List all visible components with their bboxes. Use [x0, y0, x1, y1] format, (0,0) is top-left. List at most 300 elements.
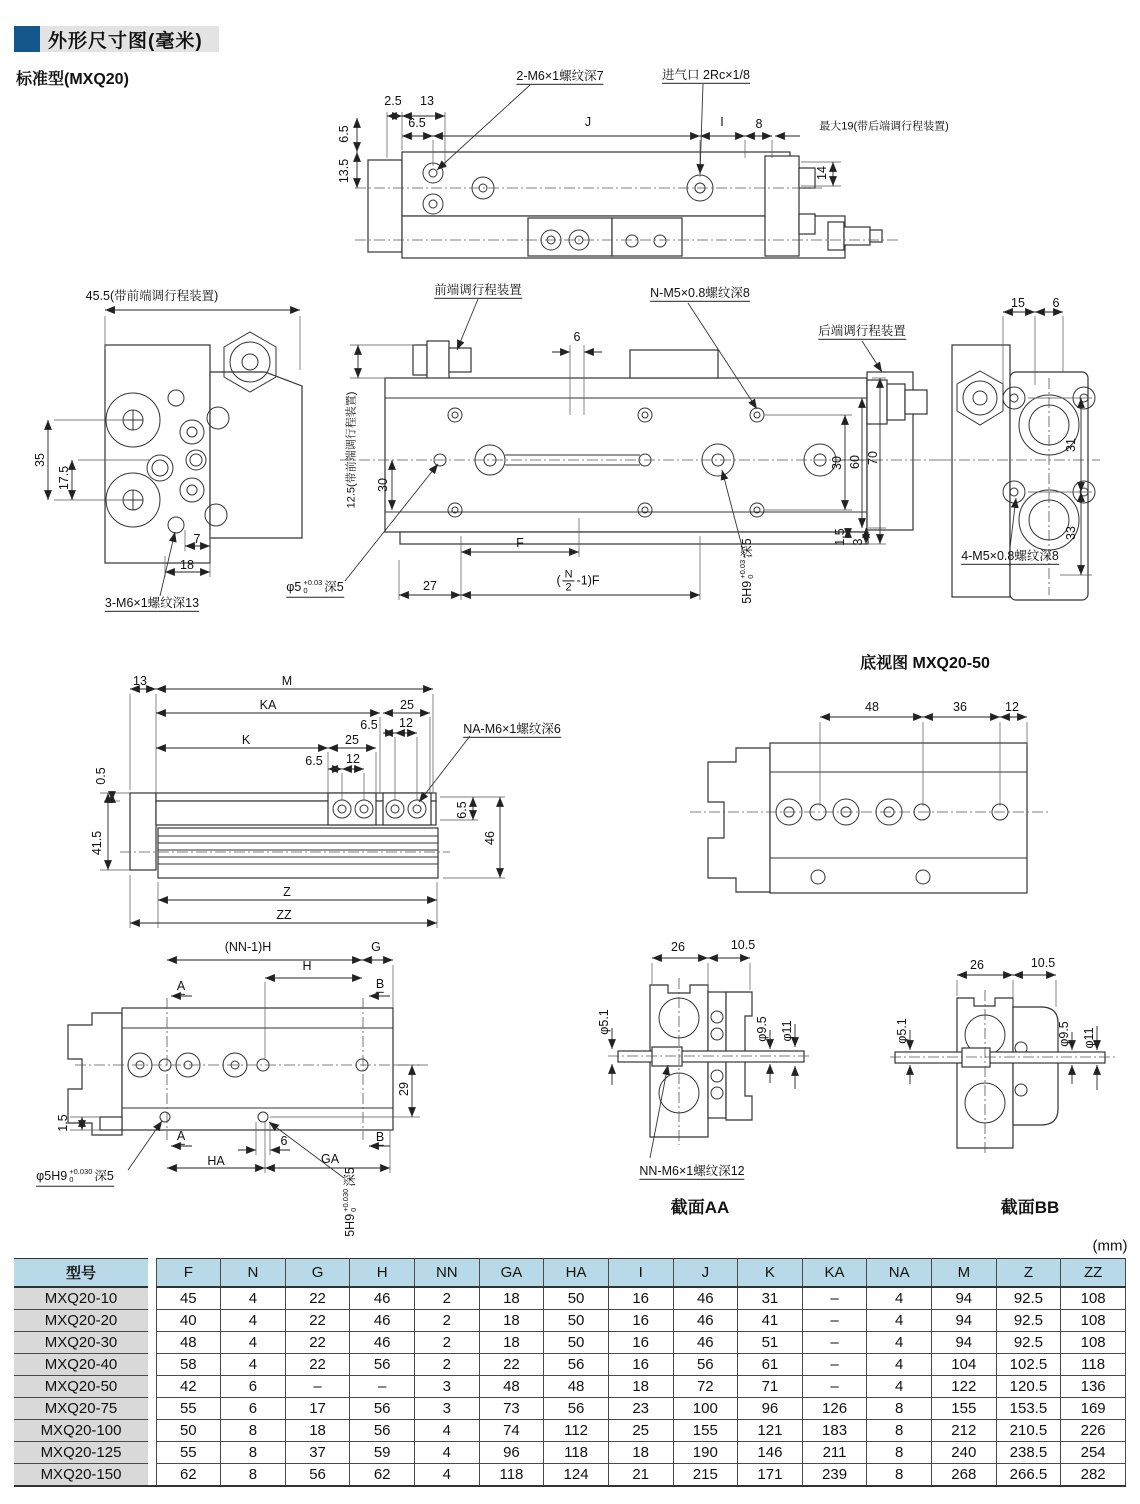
- dim-NN-1-H: (NN-1)H: [224, 939, 272, 954]
- model-cell: MXQ20-40: [14, 1353, 148, 1375]
- rear-adjuster-label: 后端调行程装置: [818, 324, 906, 340]
- dim-cell: 136: [1061, 1375, 1126, 1397]
- column-header-KA: KA: [802, 1259, 867, 1287]
- max-stroke-label: 最大19(带后端调行程装置): [819, 120, 949, 133]
- dimension-table: [14, 1258, 1126, 1487]
- dim-cell: 94: [932, 1287, 997, 1310]
- dim-cell: 46: [350, 1309, 415, 1331]
- model-cell: MXQ20-150: [14, 1463, 148, 1486]
- dim-41-5: 41.5: [89, 830, 104, 856]
- dim-dia9-5-bb: φ9.5: [1056, 1021, 1071, 1047]
- side-thread-label: N-M5×0.8螺纹深8: [650, 286, 750, 302]
- column-gap: [148, 1353, 156, 1375]
- dim-15: 15: [1011, 295, 1025, 310]
- dim-13-5: 13.5: [336, 158, 351, 184]
- dim-cell: 92.5: [996, 1287, 1061, 1310]
- dim-cell: 146: [738, 1441, 803, 1463]
- dim-13: 13: [420, 93, 434, 108]
- dim-cell: 94: [932, 1331, 997, 1353]
- dim-cell: 155: [932, 1397, 997, 1419]
- dim-cell: 46: [673, 1287, 738, 1310]
- dim-dia5-1-aa: φ5.1: [596, 1009, 611, 1035]
- section-aa-title: 截面AA: [670, 1198, 730, 1218]
- key-tolerance-label: [739, 538, 756, 603]
- table-row: [14, 1375, 1126, 1397]
- section-mark-B-top: B: [376, 977, 384, 993]
- dim-18: 18: [180, 557, 194, 572]
- column-gap: [148, 1397, 156, 1419]
- dim-cell: 4: [221, 1331, 286, 1353]
- dim-6-5-r: 6.5: [454, 801, 469, 819]
- dim-cell: 169: [1061, 1397, 1126, 1419]
- tol-stack: [739, 560, 756, 579]
- dim-12-bottom: 12: [1005, 699, 1019, 714]
- dim-cell: 8: [221, 1419, 286, 1441]
- dim-cell: 100: [673, 1397, 738, 1419]
- dim-cell: 239: [802, 1463, 867, 1486]
- dim-cell: 4: [415, 1463, 480, 1486]
- dim-cell: 108: [1061, 1331, 1126, 1353]
- dim-cell: 268: [932, 1463, 997, 1486]
- dim-HA: HA: [207, 1153, 225, 1168]
- dim-13-mount: 13: [133, 673, 147, 688]
- model-cell: MXQ20-30: [14, 1331, 148, 1353]
- dim-cell: 18: [285, 1419, 350, 1441]
- dim-M: M: [281, 673, 293, 688]
- section-bb-title: 截面BB: [1000, 1198, 1060, 1218]
- unit-note: (mm): [1092, 1237, 1128, 1255]
- column-gap: [148, 1463, 156, 1486]
- column-header-NA: NA: [867, 1259, 932, 1287]
- dim-cell: –: [285, 1375, 350, 1397]
- dim-cell: 22: [285, 1309, 350, 1331]
- dim-cell: 55: [156, 1397, 221, 1419]
- dim-cell: 42: [156, 1375, 221, 1397]
- dim-cell: 46: [673, 1331, 738, 1353]
- dim-H: H: [302, 958, 312, 973]
- dim-1-5-mount: 1.5: [55, 1114, 70, 1132]
- mount-hole-tolerance-label: [36, 1168, 114, 1187]
- dim-35: 35: [32, 453, 47, 467]
- section-mark-B-bottom: B: [376, 1130, 384, 1146]
- dim-cell: 31: [738, 1287, 803, 1310]
- dim-30-left: 30: [375, 478, 390, 492]
- dim-cell: 108: [1061, 1287, 1126, 1310]
- dim-cell: 238.5: [996, 1441, 1061, 1463]
- dim-cell: 254: [1061, 1441, 1126, 1463]
- dim-6-5-top: 6.5: [408, 115, 426, 130]
- model-subtitle: 标准型(MXQ20): [16, 71, 129, 88]
- tol-suffix: 深5: [94, 1168, 114, 1183]
- column-header-I: I: [608, 1259, 673, 1287]
- column-gap: [148, 1331, 156, 1353]
- dim-cell: 190: [673, 1441, 738, 1463]
- dim-cell: 56: [544, 1353, 609, 1375]
- dim-cell: 124: [544, 1463, 609, 1486]
- dim-cell: 58: [156, 1353, 221, 1375]
- dim-cell: 240: [932, 1441, 997, 1463]
- dim-cell: 46: [673, 1309, 738, 1331]
- dim-cell: 46: [350, 1287, 415, 1310]
- tol-sup: +0.030: [340, 1188, 350, 1212]
- dim-cell: 112: [544, 1419, 609, 1441]
- dim-cell: 37: [285, 1441, 350, 1463]
- section-mark-A-top: A: [177, 979, 185, 995]
- dim-cell: 6: [221, 1375, 286, 1397]
- dim-cell: 50: [156, 1419, 221, 1441]
- dim-cell: 2: [415, 1331, 480, 1353]
- dim-cell: 8: [867, 1463, 932, 1486]
- dim-cell: 92.5: [996, 1309, 1061, 1331]
- model-cell: MXQ20-10: [14, 1287, 148, 1310]
- dim-31: 31: [1063, 438, 1078, 452]
- dim-cell: 22: [479, 1353, 544, 1375]
- dim-7: 7: [193, 531, 201, 546]
- dim-cell: 18: [479, 1287, 544, 1310]
- dim-cell: 16: [608, 1331, 673, 1353]
- dim-6-5-b: 6.5: [305, 753, 323, 768]
- column-header-M: M: [932, 1259, 997, 1287]
- dim-cell: 8: [867, 1441, 932, 1463]
- column-gap: [148, 1375, 156, 1397]
- dim-29: 29: [396, 1082, 411, 1096]
- dim-cell: 50: [544, 1287, 609, 1310]
- table-row: [14, 1463, 1126, 1486]
- formula-rest: -1)F: [576, 573, 600, 588]
- dim-46: 46: [482, 831, 497, 845]
- model-cell: MXQ20-50: [14, 1375, 148, 1397]
- dim-Z: Z: [283, 884, 291, 899]
- dim-27: 27: [423, 578, 437, 593]
- dim-cell: 71: [738, 1375, 803, 1397]
- hole-tolerance-label: [286, 579, 344, 598]
- dim-cell: 16: [608, 1309, 673, 1331]
- table-row: [14, 1441, 1126, 1463]
- column-gap: [148, 1287, 156, 1310]
- table-row: [14, 1331, 1126, 1353]
- dim-K: K: [241, 732, 251, 747]
- side-view-drawing: [340, 299, 940, 600]
- bottom-view-drawing: [690, 717, 1050, 893]
- dim-cell: 48: [479, 1375, 544, 1397]
- dim-cell: 4: [867, 1375, 932, 1397]
- column-header-Z: Z: [996, 1259, 1061, 1287]
- dim-cell: 4: [867, 1309, 932, 1331]
- table-row: [14, 1287, 1126, 1310]
- tol-prefix: φ5H9: [36, 1168, 68, 1183]
- dim-cell: 23: [608, 1397, 673, 1419]
- dim-12-a: 12: [399, 715, 413, 730]
- dim-cell: 62: [156, 1463, 221, 1486]
- tol-sub: 0: [746, 574, 755, 579]
- dim-dia11-bb: φ11: [1081, 1027, 1096, 1049]
- model-cell: MXQ20-125: [14, 1441, 148, 1463]
- dim-6-side: 6: [573, 329, 581, 344]
- dim-cell: 56: [285, 1463, 350, 1486]
- end-thread-label: 4-M5×0.8螺纹深8: [961, 549, 1059, 565]
- dim-cell: 226: [1061, 1419, 1126, 1441]
- dim-cell: 3: [415, 1397, 480, 1419]
- table-row: [14, 1353, 1126, 1375]
- table-row: [14, 1419, 1126, 1441]
- dim-25-a: 25: [400, 697, 414, 712]
- left-height-label: 12.5(带前端调行程装置): [345, 391, 358, 509]
- dim-I: I: [720, 114, 724, 129]
- formula-numerator: N: [564, 568, 573, 581]
- dim-cell: 122: [932, 1375, 997, 1397]
- dim-0-5: 0.5: [93, 767, 108, 785]
- dim-cell: –: [350, 1375, 415, 1397]
- dim-6-end: 6: [1052, 295, 1060, 310]
- column-header-H: H: [350, 1259, 415, 1287]
- dim-cell: 118: [544, 1441, 609, 1463]
- dim-60: 60: [847, 455, 862, 469]
- dim-cell: 74: [479, 1419, 544, 1441]
- dim-cell: 56: [350, 1419, 415, 1441]
- dim-cell: 118: [479, 1463, 544, 1486]
- dim-6-5-left: 6.5: [336, 125, 351, 143]
- dim-cell: 18: [608, 1375, 673, 1397]
- top-thread-label: 2-M6×1螺纹深7: [516, 69, 603, 85]
- dim-cell: 21: [608, 1463, 673, 1486]
- dim-cell: 50: [544, 1309, 609, 1331]
- dim-cell: 4: [415, 1441, 480, 1463]
- dim-cell: 45: [156, 1287, 221, 1310]
- column-gap: [148, 1259, 156, 1287]
- formula-denominator: 2: [565, 581, 572, 594]
- dim-cell: 102.5: [996, 1353, 1061, 1375]
- page-title: 外形尺寸图(毫米): [40, 26, 219, 52]
- dim-cell: 18: [479, 1309, 544, 1331]
- tol-stack: [342, 1189, 359, 1212]
- tol-sup: +0.03: [303, 577, 323, 587]
- dim-cell: 120.5: [996, 1375, 1061, 1397]
- dim-cell: 46: [350, 1331, 415, 1353]
- dim-cell: 25: [608, 1419, 673, 1441]
- section-aa-drawing: [608, 958, 812, 1158]
- dim-12-b: 12: [346, 751, 360, 766]
- model-cell: MXQ20-20: [14, 1309, 148, 1331]
- dim-cell: 282: [1061, 1463, 1126, 1486]
- dim-cell: 4: [867, 1353, 932, 1375]
- dim-cell: 92.5: [996, 1331, 1061, 1353]
- dim-ZZ: ZZ: [276, 907, 292, 922]
- dim-25-b: 25: [345, 732, 359, 747]
- dim-cell: 212: [932, 1419, 997, 1441]
- tol-sup: +0.030: [69, 1166, 93, 1176]
- tol-sub: 0: [349, 1207, 358, 1212]
- dim-cell: 17: [285, 1397, 350, 1419]
- column-header-model: 型号: [14, 1259, 148, 1287]
- column-header-GA: GA: [479, 1259, 544, 1287]
- dim-cell: 121: [738, 1419, 803, 1441]
- dim-cell: 94: [932, 1309, 997, 1331]
- dim-cell: 8: [221, 1441, 286, 1463]
- dim-cell: 59: [350, 1441, 415, 1463]
- dim-cell: 183: [802, 1419, 867, 1441]
- dim-cell: 56: [673, 1353, 738, 1375]
- dim-cell: 171: [738, 1463, 803, 1486]
- dim-cell: –: [802, 1309, 867, 1331]
- dim-3: 3: [850, 538, 865, 546]
- dim-cell: 48: [544, 1375, 609, 1397]
- dim-2-5: 2.5: [384, 93, 402, 108]
- dim-10-5-bb: 10.5: [1030, 955, 1056, 970]
- dim-48: 48: [865, 699, 879, 714]
- dim-cell: 40: [156, 1309, 221, 1331]
- dim-cell: 51: [738, 1331, 803, 1353]
- dim-cell: 153.5: [996, 1397, 1061, 1419]
- dim-36: 36: [953, 699, 967, 714]
- dim-dia11-aa: φ11: [779, 1020, 794, 1042]
- dim-cell: 73: [479, 1397, 544, 1419]
- dim-cell: 4: [415, 1419, 480, 1441]
- tol-stack: [303, 579, 322, 596]
- pitch-formula: [556, 568, 599, 593]
- column-header-F: F: [156, 1259, 221, 1287]
- dim-cell: 18: [479, 1331, 544, 1353]
- dim-cell: 16: [608, 1353, 673, 1375]
- nn-thread-label: NN-M6×1螺纹深12: [639, 1164, 744, 1180]
- column-gap: [148, 1309, 156, 1331]
- front-thread-label: 3-M6×1螺纹深13: [105, 596, 199, 612]
- table-row: [14, 1309, 1126, 1331]
- column-header-K: K: [738, 1259, 803, 1287]
- air-port-label: 进气口 2Rc×1/8: [662, 68, 750, 84]
- mount-key-tolerance-label: [342, 1167, 359, 1237]
- tol-suffix: 深5: [342, 1167, 357, 1187]
- dim-6-mount: 6: [280, 1133, 288, 1148]
- dim-cell: 72: [673, 1375, 738, 1397]
- dim-cell: 50: [544, 1331, 609, 1353]
- dim-cell: 22: [285, 1287, 350, 1310]
- dim-70: 70: [865, 451, 880, 465]
- tol-sup: +0.03: [737, 559, 747, 579]
- dim-G: G: [371, 939, 381, 954]
- dim-cell: 118: [1061, 1353, 1126, 1375]
- dim-cell: 18: [608, 1441, 673, 1463]
- dim-cell: 8: [867, 1419, 932, 1441]
- dim-cell: 8: [867, 1397, 932, 1419]
- dim-33: 33: [1063, 526, 1078, 540]
- tol-stack: [69, 1168, 92, 1185]
- column-header-G: G: [285, 1259, 350, 1287]
- dim-cell: 2: [415, 1309, 480, 1331]
- table-row: [14, 1397, 1126, 1419]
- dim-17-5: 17.5: [56, 465, 71, 491]
- column-header-NN: NN: [415, 1259, 480, 1287]
- column-header-N: N: [221, 1259, 286, 1287]
- dim-cell: 211: [802, 1441, 867, 1463]
- dim-cell: 126: [802, 1397, 867, 1419]
- dim-cell: –: [802, 1287, 867, 1310]
- dim-F: F: [516, 535, 524, 550]
- dim-cell: 266.5: [996, 1463, 1061, 1486]
- front-width-label: 45.5(带前端调行程装置): [85, 288, 219, 303]
- dim-cell: 8: [221, 1463, 286, 1486]
- formula-fraction: [563, 568, 575, 593]
- dim-cell: 215: [673, 1463, 738, 1486]
- dim-cell: –: [802, 1331, 867, 1353]
- dim-dia9-5-aa: φ9.5: [754, 1016, 769, 1042]
- tol-sub: 0: [69, 1175, 74, 1184]
- dim-cell: 2: [415, 1353, 480, 1375]
- column-header-J: J: [673, 1259, 738, 1287]
- tol-prefix: 5H9: [739, 580, 754, 604]
- dim-cell: 22: [285, 1353, 350, 1375]
- dim-cell: 2: [415, 1287, 480, 1310]
- dim-cell: 3: [415, 1375, 480, 1397]
- column-gap: [148, 1419, 156, 1441]
- model-cell: MXQ20-75: [14, 1397, 148, 1419]
- formula-open: (: [556, 573, 561, 588]
- dim-cell: 56: [350, 1353, 415, 1375]
- dim-GA: GA: [320, 1151, 340, 1166]
- dim-cell: 96: [738, 1397, 803, 1419]
- column-header-HA: HA: [544, 1259, 609, 1287]
- dim-KA: KA: [259, 697, 277, 712]
- dim-cell: 16: [608, 1287, 673, 1310]
- column-gap: [148, 1441, 156, 1463]
- dim-cell: 56: [350, 1397, 415, 1419]
- dim-cell: 22: [285, 1331, 350, 1353]
- dimension-table-body: [14, 1287, 1126, 1486]
- dim-cell: 61: [738, 1353, 803, 1375]
- dim-cell: 56: [544, 1397, 609, 1419]
- dim-J: J: [584, 114, 592, 129]
- section-bb-drawing: [890, 975, 1115, 1155]
- bottom-view-title: 底视图 MXQ20-50: [860, 654, 990, 672]
- dim-cell: –: [802, 1375, 867, 1397]
- dim-cell: 96: [479, 1441, 544, 1463]
- dim-1-5-side: 1.5: [832, 528, 847, 546]
- dim-cell: 155: [673, 1419, 738, 1441]
- dim-10-5-aa: 10.5: [730, 937, 756, 952]
- front-adjuster-label: 前端调行程装置: [434, 283, 522, 299]
- tol-prefix: φ5: [286, 579, 302, 594]
- dim-cell: 104: [932, 1353, 997, 1375]
- dim-cell: 4: [867, 1331, 932, 1353]
- dim-cell: 41: [738, 1309, 803, 1331]
- dim-26-bb: 26: [970, 957, 984, 972]
- dim-cell: –: [802, 1353, 867, 1375]
- dim-cell: 62: [350, 1463, 415, 1486]
- dim-cell: 4: [221, 1287, 286, 1310]
- column-header-ZZ: ZZ: [1061, 1259, 1126, 1287]
- dim-cell: 48: [156, 1331, 221, 1353]
- top-mount-view-drawing: [100, 689, 505, 928]
- dim-14: 14: [814, 166, 829, 180]
- dim-cell: 4: [221, 1353, 286, 1375]
- tol-suffix: 深5: [739, 538, 754, 558]
- table-header-row: [14, 1259, 1126, 1287]
- dim-cell: 210.5: [996, 1419, 1061, 1441]
- dim-30-right: 30: [829, 456, 844, 470]
- dimension-table-head: [14, 1259, 1126, 1287]
- front-view-drawing: [48, 310, 302, 596]
- dim-8: 8: [755, 116, 763, 131]
- section-mark-A-bottom: A: [177, 1129, 185, 1145]
- dim-6-5-a: 6.5: [360, 717, 378, 732]
- dim-dia5-1-bb: φ5.1: [894, 1018, 909, 1044]
- tol-suffix: 深5: [324, 579, 344, 594]
- dim-cell: 4: [867, 1287, 932, 1310]
- dim-cell: 4: [221, 1309, 286, 1331]
- dim-cell: 55: [156, 1441, 221, 1463]
- model-cell: MXQ20-100: [14, 1419, 148, 1441]
- na-thread-label: NA-M6×1螺纹深6: [463, 722, 561, 738]
- tol-sub: 0: [303, 586, 308, 595]
